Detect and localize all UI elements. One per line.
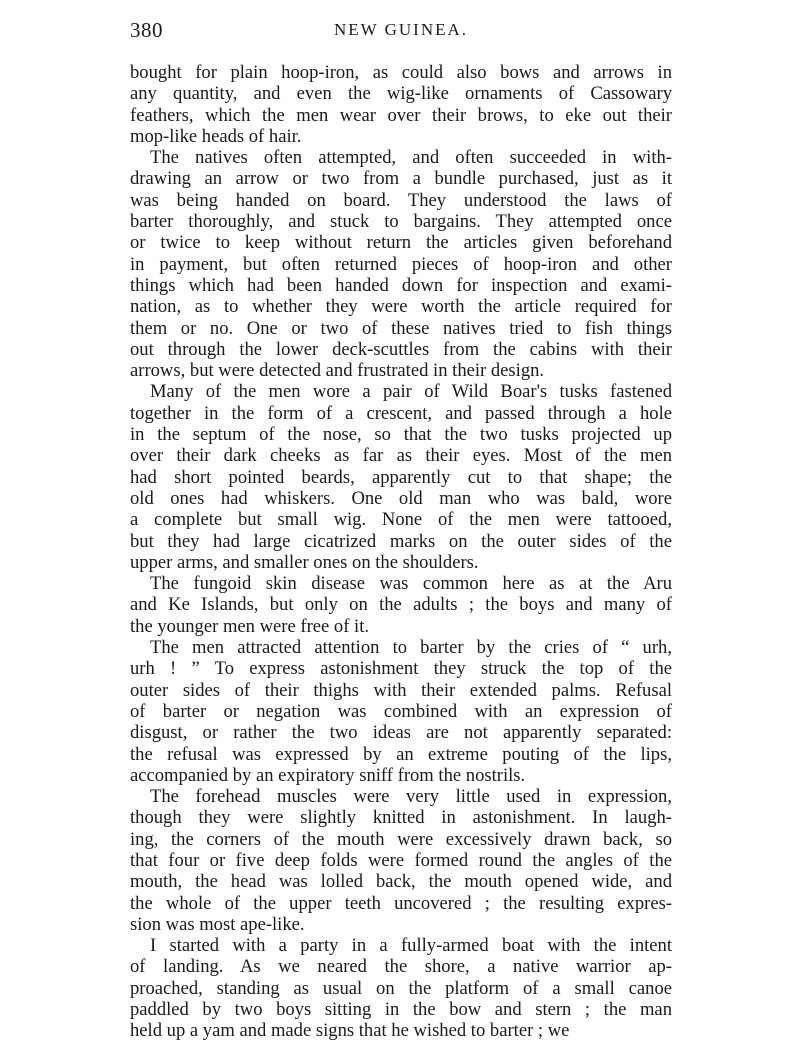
running-title: NEW GUINEA.: [333, 20, 469, 39]
text-line: bought for plain hoop-iron, as could also bows and arrows in: [130, 62, 672, 83]
text-line: that four or five deep folds were formed round the angles of the: [130, 849, 672, 871]
text-line: out through the lower deck-scuttles from the cabins with their: [130, 338, 672, 360]
paragraph: [130, 786, 672, 935]
text-line: or twice to keep without return the articles given beforehand: [130, 232, 672, 254]
text-line: barter thoroughly, and stuck to bargains. They attempted once: [130, 211, 672, 233]
text-line: in payment, but often returned pieces of hoop-iron and other: [130, 253, 672, 275]
text-line: held up a yam and made signs that he wished to barter ; we: [130, 1020, 570, 1042]
text-line: things which had been handed down for inspection and exami-: [130, 274, 672, 296]
text-line: Many of the men wore a pair of Wild Boar's tusks fastened: [150, 381, 672, 403]
text-line: nation, as to whether they were worth the article required for: [130, 296, 672, 318]
text-line: drawing an arrow or two from a bundle purchased, just as it: [130, 168, 672, 190]
text-line: outer sides of their thighs with their extended palms. Refusal: [130, 679, 672, 701]
text-line: The men attracted attention to barter by the cries of “ urh,: [150, 637, 672, 659]
text-line: mop-like heads of hair.: [130, 125, 302, 147]
text-line: them or no. One or two of these natives tried to fish things: [130, 317, 672, 339]
text-line: upper arms, and smaller ones on the shoulders.: [130, 551, 479, 573]
paragraph: [130, 381, 672, 573]
paragraph: [130, 637, 672, 786]
text-line: The natives often attempted, and often succeeded in with-: [150, 147, 672, 169]
text-line: sion was most ape-like.: [130, 913, 305, 935]
text-line: of barter or negation was combined with an expression of: [130, 700, 672, 722]
page-number: 380: [130, 18, 163, 42]
text-line: over their dark cheeks as far as their eyes. Most of the men: [130, 445, 672, 467]
text-line: The forehead muscles were very little used in expression,: [150, 786, 672, 808]
text-line: the whole of the upper teeth uncovered ; the resulting expres-: [130, 892, 672, 914]
text-line: and Ke Islands, but only on the adults ; the boys and many of: [130, 594, 672, 616]
text-line: in the septum of the nose, so that the two tusks projected up: [130, 424, 672, 446]
text-line: the refusal was expressed by an extreme pouting of the lips,: [130, 743, 672, 765]
paragraph: [130, 935, 672, 1041]
text-line: was being handed on board. They understood the laws of: [130, 189, 672, 211]
text-line: though they were slightly knitted in astonishment. In laugh-: [130, 807, 672, 829]
text-line: arrows, but were detected and frustrated in their design.: [130, 360, 545, 382]
text-line: urh ! ” To express astonishment they struck the top of the: [130, 658, 672, 680]
text-line: proached, standing as usual on the platform of a small canoe: [130, 977, 672, 999]
text-line: feathers, which the men wear over their brows, to eke out their: [130, 104, 672, 126]
paragraph: [130, 62, 672, 147]
text-line: any quantity, and even the wig-like ornaments of Cassowary: [130, 83, 672, 105]
text-line: The fungoid skin disease was common here as at the Aru: [150, 573, 672, 595]
text-line: accompanied by an expiratory sniff from the nostrils.: [130, 764, 526, 786]
text-line: I started with a party in a fully-armed boat with the intent: [150, 935, 672, 957]
text-line: together in the form of a crescent, and passed through a hole: [130, 402, 672, 424]
text-line: ing, the corners of the mouth were excessively drawn back, so: [130, 828, 672, 850]
text-line: paddled by two boys sitting in the bow and stern ; the man: [130, 999, 672, 1021]
running-head: [130, 18, 672, 48]
body-text: [130, 62, 672, 1042]
text-line: the younger men were free of it.: [130, 615, 370, 637]
text-line: of landing. As we neared the shore, a native warrior ap-: [130, 956, 672, 978]
text-line: had short pointed beards, apparently cut to that shape; the: [130, 466, 672, 488]
text-line: disgust, or rather the two ideas are not apparently separated:: [130, 722, 672, 744]
text-line: but they had large cicatrized marks on the outer sides of the: [130, 530, 672, 552]
text-line: a complete but small wig. None of the men were tattooed,: [130, 509, 672, 531]
paragraph: [130, 573, 672, 637]
text-line: old ones had whiskers. One old man who was bald, wore: [130, 487, 672, 509]
paragraph: [130, 147, 672, 381]
text-line: mouth, the head was lolled back, the mouth opened wide, and: [130, 871, 672, 893]
